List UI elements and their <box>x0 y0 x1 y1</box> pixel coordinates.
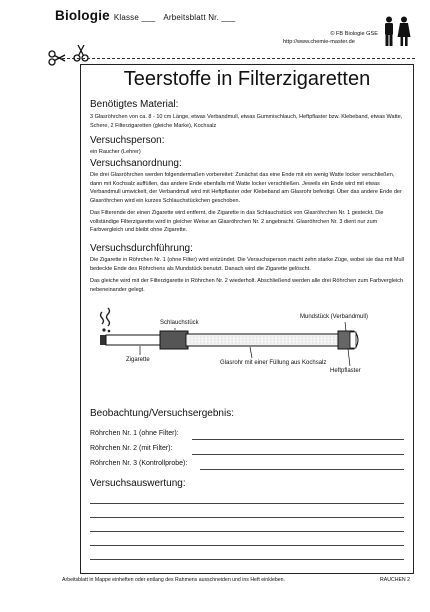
tape-label: Heftpflaster <box>330 368 361 374</box>
hose-piece-drawing <box>160 331 188 349</box>
procedure-heading: Versuchsdurchführung: <box>90 243 193 254</box>
result-row-1-label: Röhrchen Nr. 1 (ohne Filter): <box>90 430 179 437</box>
cigarette-label: Zigarette <box>126 357 150 363</box>
procedure-paragraph-1: Die Zigarette in Röhrchen Nr. 1 (ohne Filter) wird entzündet. Die Versuchsperson macht zehn starke Züge, wobei sie das mit Mull bedeckte Ende des Röhrchens als Mundstück benutzt. Danach wird die Zigarette gelöscht. <box>90 257 404 272</box>
result-row-3-line[interactable] <box>200 469 404 470</box>
result-row-1-line[interactable] <box>192 439 404 440</box>
evaluation-line[interactable] <box>90 503 404 504</box>
subject-label: Biologie <box>55 8 110 23</box>
page-title: Teerstoffe in Filterzigaretten <box>123 68 371 90</box>
header-title <box>55 8 235 23</box>
header-credits <box>283 30 378 46</box>
setup-paragraph-1: Die drei Glasröhrchen werden folgendermaßen vorbereitet: Zunächst das eine Ende mit ein wenig Watte locker verschließen, dann mit Kochsalz auffüllen, das andere Ende ebenfalls mit Watte locker verschließen. Jeweils ein Ende wird mit etwas Verbandmull umwickelt, der Verbandmull wird mit Heftpflaster oder Klebeband am Glasrohr befestigt. Über das andere Ende der Glasröhrchen wird ein kurzes Schlauchstückchen geschoben. <box>90 172 402 204</box>
website-url: http://www.chemie-master.de <box>283 39 355 45</box>
result-row-2-label: Röhrchen Nr. 2 (mit Filter): <box>90 445 173 452</box>
mouthpiece-drawing <box>338 331 358 349</box>
material-heading: Benötigtes Material: <box>90 99 179 110</box>
evaluation-heading: Versuchsauswertung: <box>90 478 186 489</box>
evaluation-line[interactable] <box>90 559 404 560</box>
scissors-icon-vertical <box>73 44 89 62</box>
result-row-2-line[interactable] <box>192 454 404 455</box>
class-field-label: Klasse ___ <box>113 13 156 22</box>
evaluation-line[interactable] <box>90 531 404 532</box>
cigarette-drawing <box>100 335 162 345</box>
procedure-text <box>90 256 406 298</box>
person-text: ein Raucher (Lehrer) <box>90 149 141 155</box>
mouthpiece-label: Mundstück (Verbandmull) <box>300 314 369 320</box>
setup-text <box>90 171 406 239</box>
procedure-paragraph-2: Das gleiche wird mit der Filterzigarette in Röhrchen Nr. 2 wiederholt. Abschließend werden alle drei Röhrchen zum Farbvergleich nebeneinander gelegt. <box>90 278 404 293</box>
material-text: 3 Glasröhrchen von ca. 8 - 10 cm Länge, etwas Verbandmull, etwas Gummischlauch, Heftpflaster bzw. Klebeband, etwas Watte, Schere, 2 Filterzigaretten (gleiche Marke), Kochsalz <box>90 114 403 129</box>
publisher-label: © FB Biologie GSE <box>330 31 378 37</box>
tube-label: Glasrohr mit einer Füllung aus Kochsalz <box>220 360 327 366</box>
cut-line <box>62 58 415 59</box>
smoke-icon <box>101 308 111 332</box>
setup-paragraph-2: Das Filterende der einen Zigarette wird entfernt, die Zigarette in das Schlauchstück von Glasröhrchen Nr. 1 gesteckt. Die vollständige Filterzigarette wird in gleicher Weise an Glasröhrchen Nr. 2 angebracht. Glasröhrchen Nr. 3 dient nur zum Farbvergleich und bleibt ohne Zigarette. <box>90 210 384 233</box>
male-female-icon <box>382 16 412 48</box>
sheet-number-label: Arbeitsblatt Nr. ___ <box>163 13 236 22</box>
setup-heading: Versuchsanordnung: <box>90 158 182 169</box>
footer-code: RAUCHEN 2 <box>380 577 410 583</box>
result-row-3-label: Röhrchen Nr. 3 (Kontrollprobe): <box>90 460 188 467</box>
evaluation-line[interactable] <box>90 517 404 518</box>
person-heading: Versuchsperson: <box>90 135 165 146</box>
results-heading: Beobachtung/Versuchsergebnis: <box>90 408 234 419</box>
hose-label: Schlauchstück <box>160 320 199 326</box>
glass-tube-drawing <box>186 334 338 346</box>
evaluation-line[interactable] <box>90 545 404 546</box>
footer-note: Arbeitsblatt in Mappe einheften oder entlang des Rahmens ausschneiden und ins Heft einkleben. <box>62 577 285 583</box>
